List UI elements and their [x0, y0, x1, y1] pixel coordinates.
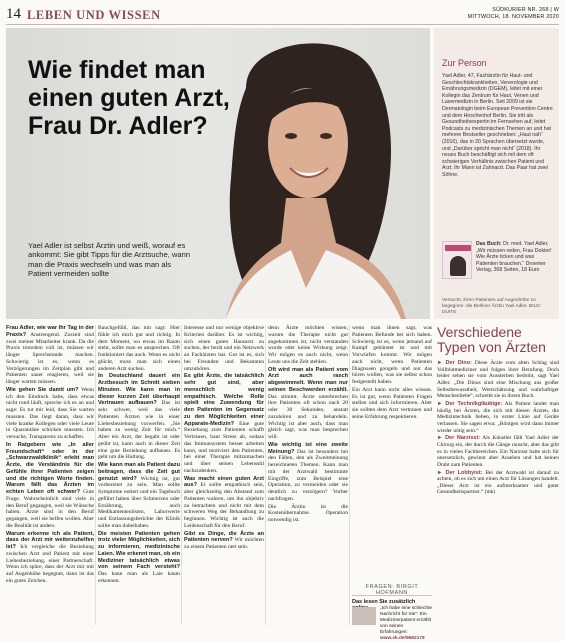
book-text: Dr. med. Yael Adler, „Wir müssen reden, Frau Doktor! Wie Ärzte ticken und was Patienten brauchen.“ Droemer Verlag, 368 Seiten, 18 Euro [476, 241, 552, 274]
interview-column-5 [352, 325, 432, 580]
page-header [6, 5, 559, 25]
book-info [476, 241, 556, 274]
interview-paragraph [184, 373, 264, 474]
interview-question: In Deutschland dauert ein Arztbesuch im Schnitt sieben Minuten. Wie kann man in dieser kurzen Zeit überhaupt Vertrauen aufbauen? [98, 373, 180, 407]
online-tip-quote [380, 606, 432, 641]
doctor-type-paragraph [437, 470, 559, 497]
interview-column-3 [184, 325, 264, 552]
interview-question: Was macht einen guten Arzt aus? [184, 475, 264, 489]
byline: FRAGEN: BIRGIT HOFMANN [365, 584, 419, 596]
interview-answer: Ich vergleiche die Beziehung zwischen Arzt und Patient mit einer Liebesbeziehung, einer Partnerschaft. Wenn ich spüre, dass der Arzt mir mit auf Augenhöhe begegnet, dann ist das ein gutes Zeichen. [6, 544, 94, 584]
doctor-types-text [437, 360, 559, 496]
interview-answer: Das stimmt. Ärzte unterbrechen ihre Patienten oft schon nach 20 oder 30 Sekunden, anstatt zuzuhören und zu behandeln. Wichtig ist aber auch, dass man gleich sagt, was man besprechen will. [268, 393, 348, 440]
interview-answer: Interesse und nur wenige objektive Kriterien darüber. Es ist wichtig, sich einen guten Hausarzt zu suchen, der berät und ein Netzwerk an Fachärzten hat. Gut ist es, sich bei Freunden und Bekannten umzuhören. [184, 325, 264, 372]
interview-answer: denn Ärzte möchten wissen, warum die Therapie nicht gut angekommen ist, nicht verstanden wurde oder keine Wirkung zeigt. Wir mögen es auch nicht, wenn Leute uns die Zeit stehlen. [268, 325, 348, 365]
lead-text: Yael Adler ist selbst Ärztin und weiß, worauf es ankommt: Sie gibt Tipps für die Arztsuche, wann man die Praxis wechseln und was man als Patient vermeiden sollte [28, 241, 191, 278]
issue-date: MITTWOCH, 18. NOVEMBER 2020 [467, 14, 559, 20]
interview-column-4 [268, 325, 348, 525]
interview-question: Oft wird man als Patient vom Arzt auch rasch abgewimmelt. Wenn man nur seinen Beschwerden erzählt. [268, 366, 348, 393]
interview-paragraph [6, 325, 94, 386]
interview-paragraph [352, 387, 432, 421]
interview-question: Warum erkenne ich als Patient, dass der Arzt mir weiterzuhelfen ist? [6, 530, 94, 550]
interview-paragraph [98, 325, 180, 372]
interview-question: Frau Adler, wie war Ihr Tag in der Praxis? [6, 325, 94, 338]
interview-paragraph [352, 325, 432, 386]
interview-paragraph [268, 442, 348, 503]
online-tip-box [352, 595, 432, 641]
interview-paragraph [6, 387, 94, 441]
interview-question: Die meisten Patienten gehen trotz vieler Möglichkeiten, sich zu informieren, medizinische Laien. Wie erkennt man, ob ein Mediziner tatsächlich etwas von seinem Fach versteht? [98, 530, 181, 571]
book-label: Das Buch: [476, 241, 502, 247]
headline: Wie findet man einen guten Arzt, Frau Dr. Adler? [28, 56, 230, 140]
photo-credit: BILD: DUITE [442, 304, 542, 315]
interview-answer: Wenn ich den Eindruck habe, dass etwas nicht rund läuft, spreche ich es an und sage: Es tut mir leid, dass Sie warten mussten. Das liegt daran, dass wir viele kranke Kollegen oder viele Leute in Quarantäne schicken mussten. Ich versuche, Transparenz zu schaffen. [6, 386, 94, 440]
interview-answer: Wir möchten zu einem Patienten nett sein. [184, 537, 264, 550]
section-title: LEBEN UND WISSEN [27, 8, 161, 22]
interview-question: Wie kann man als Patient dazu beitragen, dass die Zeit gut genutzt wird? [98, 462, 180, 482]
doctor-type-text: Diese Ärzte vom alten Schlag sind Vollblutmediziner und folgen ihrer Berufung. Doch leider sehen sie vom Aussterben bedroht, sagt Yael Adler. „Die Dinos sind eine Mischung aus großer Selbstbewusstheit, Wertschätzung und wahrhaftiger Menschenliebe“, schreibt sie in ihrem Buch. [437, 360, 559, 400]
book-cover-image [442, 241, 472, 279]
interview-question: In Ratgebern wie „In aller Freundschaft“ oder in der „Schwarzwaldklinik“ erlebt man Ärzte, die Verständnis für die Gefühle ihrer Patienten zeigen und die richtigen Worte finden. Warum fällt das Ärzten im echten Leben oft schwer? [6, 441, 94, 495]
interview-answer: Die Ärztin ist die Kostenübernahme. Operation notwendig ist. [268, 503, 348, 523]
interview-answer: Eine gute Beziehung zum Patienten schafft Vertrauen, baut Stress ab, sodass das Immunsystem besser arbeiten kann, und motiviert den Patienten, bei einer Therapie mitzumachen und über seinen Lebensstil nachzudenken. [184, 420, 264, 474]
interview-question: Gibt es Dinge, die Ärzte an Patienten nerven? [184, 530, 264, 544]
interview-question: Es gibt Ärzte, die tatsächlich sehr gut sind, aber menschlich wenig empathisch. Welche Rolle spielt eine Zuwendung für den Patienten im Gegensatz zu den Möglichkeiten einer Apparate-Medizin? [184, 373, 264, 427]
tip-thumbnail [352, 607, 376, 625]
caption-text: Versucht, ihren Patienten auf Augenhöhe zu begegnen: die Berliner Ärztin Yael Adler. [442, 298, 536, 309]
interview-answer: Das ist sehr schwer, weil das viele Patienten Ärzten wie in einer Liebesbeziehung vorwerfen. „Sie haben zu wenig Zeit für mich.“ Aber ein Arzt, der begabt ist oder geübt ist, kann auch in dieser Zeit eine gute Beziehung aufbauen. Es geht um die Haltung. [98, 400, 180, 461]
doctor-type-text: Als Künstler fällt Yael Adler der Chirurg ein, der durch die Gänge rauscht, aber das gibt es in vielen Fachbereichen. Ein Narzisst halte sich für unersetzlich, gewinnt aber Ansehen und hat keinen Draht zum Patienten. [437, 435, 559, 468]
about-person-title: Zur Person [442, 58, 487, 68]
interview-column-2 [98, 325, 180, 586]
interview-question: Wie gehen Sie damit um? [6, 386, 79, 393]
interview-answer: Ein Arzt kann nicht alles wissen. Es ist gut, wenn Patienten Fragen stellen und sich informieren. Aber sie sollten dem Arzt vertrauen und seine Erfahrung respektieren. [352, 386, 432, 420]
doctor-type-label: ► Der Technikgläubige: [437, 400, 503, 407]
interview-paragraph [184, 531, 264, 551]
doctor-type-paragraph [437, 360, 559, 400]
about-person-box [434, 28, 559, 319]
interview-paragraph [98, 373, 180, 461]
hero-section [6, 28, 430, 319]
doctor-type-paragraph [437, 401, 559, 434]
interview-paragraph [184, 476, 264, 530]
interview-answer: Gute Frage. Wahrscheinlich sind viele in den Beruf gegangen, weil sie Wünsche haben. Ärzte sind in den Beruf gegangen, weil sie helfen wollen. Aber die Realität ist anders. [6, 489, 94, 529]
interview-answer: Bauchgefühl, das mir sagt: Hier fühle ich mich gut und richtig. In dem Moment, wo etwas im Raum steht, sollte man es ansprechen. Oft funktioniert das auch. Wenn es nicht glückt, muss man sich einen anderen Arzt suchen. [98, 325, 180, 372]
interview-answer: Wichtig ist, gut vorbereitet zu sein. Man sollte Symptome notiert und ein Tagebuch geführt haben über Schmerzen oder Ernährung, auch Medikamentenlisten, Laborwerte und Entlassungsberichte der Klinik sollte man dabeihaben. [98, 475, 180, 529]
doctor-type-paragraph [437, 435, 559, 468]
doctor-type-label: ► Der Narzisst: [437, 435, 481, 442]
doctor-type-label: ► Der Lobbyist: [437, 469, 483, 476]
interview-paragraph [98, 531, 180, 585]
doctor-type-text: Als Patient landet man häufig bei Ärzten, die sich mit diesen Ärzten, die Medizintechnik lieben, in erster Linie auf Geräte verlassen. Sie sagen etwa: „Röntgen wird dann immer wieder nötig sein.“ [437, 400, 559, 434]
online-tip-heading: Das lesen Sie zusätzlich [352, 599, 416, 605]
interview-answer: wenn man ihnen sagt, was Patienten Befunde bei sich haben. Schwierig ist es, wenn jemand auf Kampf gebürstet ist und mit Vorwürfen kommt. Wir mögen auch nicht, wenn Patienten Diagnosen googeln und nur das hören wollen, was sie selbst schon festgestellt haben. [352, 325, 432, 385]
interview-paragraph [184, 325, 264, 372]
photo-caption [442, 298, 554, 316]
tip-quote-text: „Ich habe eine schlechte Nachricht für Sie“: Ein Medizinerpatient erzählt von seinen Erfahrungen: [380, 606, 432, 635]
doctor-type-label: ► Der Dino: [437, 360, 472, 366]
interview-paragraph [268, 367, 348, 441]
about-person-bio: Yael Adler, 47, Fachärztin für Haut- und Geschlechtskrankheiten, Venerologie und Ernährungsmedizin (DGEM), leitet mit einer Kollegin das Zentrum für Haut, Venen und Lasermedizin in Berlin. Seit 2009 ist sie Dermatologin beim European Prevention Centre und dem Hirschenhof Berlin. Sie tritt als Gesundheitsexpertin im Fernsehen auf, leitet Podcasts zu medizinischen Themen an und hat mehrere Bestseller geschrieben: „Haut nah“ (2016), das in 20 Sprachen übersetzt wurde, und „Darüber spricht man nicht“ (2018). Ihr neues Buch beschäftigt sich mit dem oft schwierigen Verhältnis zwischen Patient und Arzt. Ihr Mann ist Zahnarzt. Das Paar hat zwei Söhne. [442, 73, 553, 178]
doctor-type-text: Bei der Arztwahl ist darauf zu achten, ob es sich um einen Arzt für Lösungen handelt. „Dieser Arzt ist ein aufmerksamer und guter Gesundheitspartner.“ (mk) [437, 469, 559, 496]
doctor-types-box [437, 325, 559, 497]
interview-paragraph [268, 325, 348, 366]
interview-paragraph [98, 462, 180, 530]
online-link[interactable]: www.sk.de/9682178 [380, 635, 425, 641]
interview-paragraph [268, 504, 348, 524]
interview-paragraph [6, 442, 94, 530]
interview-column-1 [6, 325, 94, 586]
page-number: 14 [6, 6, 21, 22]
interview-paragraph [6, 531, 94, 585]
issue-info [468, 7, 559, 21]
doctor-types-title: Verschiedene Typen von Ärzten [437, 324, 546, 355]
interview-answer: Das ist besonders bei den Fällen, den als Zweitmeinung bezeichneten Themen. Kann man mit der Arztwahl bestimmte Eingriffe, zum Beispiel eine Operation, zu vermeiden oder sie deutlich zu verzögern? Vorher nachfragen. [268, 448, 348, 502]
paper-issue: SÜDKURIER NR. 268 | W [492, 7, 559, 13]
interview-question: Wie wichtig ist eine zweite Meinung? [268, 441, 348, 455]
interview-answer: Das kann man als Laie kaum erkennen. [98, 571, 180, 584]
interview-answer: Anstrengend. Zurzeit sind zwei meiner Mitarbeiter krank. Da die Praxis trotzdem voll ist, müssen wir länger Sprechstunde machen. Schwierig ist es, wenn es Verzögerungen im Zeitplan gibt und Patienten sauer reagieren, weil sie länger warten müssen. [6, 331, 94, 385]
interview-answer: Er sollte empathisch sein, aber gleichzeitig den Abstand zum Patienten wahren, um ihn objektiv zu betrachten und nicht mit dem schweren Weg der Behandlung zu beginnen. Wichtig ist auch die Leidenschaft für den Beruf. [184, 482, 264, 529]
